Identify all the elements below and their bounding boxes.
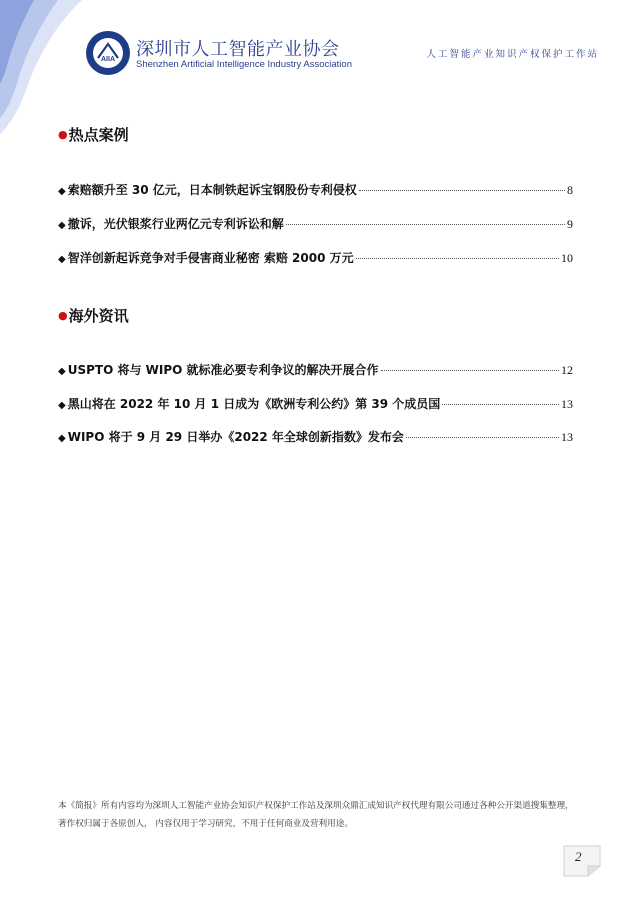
org-name-en: Shenzhen Artificial Intelligence Industry Association	[136, 59, 352, 70]
dot-leader	[381, 370, 559, 371]
toc-page-number: 12	[561, 363, 573, 377]
toc-entry[interactable]	[58, 395, 573, 412]
association-logo	[85, 30, 131, 76]
toc-entry-title: 智洋创新起诉竞争对手侵害商业秘密 索赔 2000 万元	[67, 251, 354, 265]
org-name-cn: 深圳市人工智能产业协会	[136, 39, 340, 60]
dot-leader	[406, 437, 559, 438]
station-name: 人工智能产业知识产权保护工作站	[426, 49, 599, 60]
dot-leader	[442, 404, 559, 405]
toc-page-number: 10	[561, 251, 573, 265]
bullet-dot-icon: ●	[58, 309, 68, 322]
toc-entry[interactable]	[58, 428, 573, 445]
diamond-bullet-icon: ◆	[58, 433, 66, 444]
toc-page-number: 13	[561, 430, 573, 444]
logo-text: AIIA	[101, 56, 115, 63]
toc-entry-title: 撤诉，光伏银浆行业两亿元专利诉讼和解	[67, 217, 284, 231]
dot-leader	[359, 190, 565, 191]
toc-entry[interactable]	[58, 361, 573, 378]
toc-entry-title: 索赔额升至 30 亿元，日本制铁起诉宝钢股份专利侵权	[67, 183, 357, 197]
toc-page-number: 8	[567, 183, 573, 197]
toc-page-number: 13	[561, 397, 573, 411]
diamond-bullet-icon: ◆	[58, 400, 66, 411]
section-title-hot-cases: ●热点案例	[58, 126, 129, 144]
page-corner-icon	[562, 844, 602, 878]
dot-leader	[286, 224, 565, 225]
toc-entry[interactable]	[58, 215, 573, 232]
diamond-bullet-icon: ◆	[58, 366, 66, 377]
footnote-disclaimer: 本《简报》所有内容均为深圳人工智能产业协会知识产权保护工作站及深圳众鼎汇成知识产权代理有限公司通过各种公开渠道搜集整理，著作权归属于各原创人， 内容仅用于学习研究，不用于任何商业及营利用途。	[58, 801, 574, 829]
toc-entry[interactable]	[58, 181, 573, 198]
diamond-bullet-icon: ◆	[58, 220, 66, 231]
toc-page-number: 9	[567, 217, 573, 231]
toc-entry[interactable]	[58, 249, 573, 266]
toc-entry-title: USPTO 将与 WIPO 就标准必要专利争议的解决开展合作	[67, 363, 379, 377]
section-title-overseas-news: ●海外资讯	[58, 307, 129, 325]
bullet-dot-icon: ●	[58, 128, 68, 141]
toc-entry-title: WIPO 将于 9 月 29 日举办《2022 年全球创新指数》发布会	[67, 430, 404, 444]
dot-leader	[356, 258, 559, 259]
page-number: 2	[575, 849, 582, 864]
diamond-bullet-icon: ◆	[58, 186, 66, 197]
toc-entry-title: 黑山将在 2022 年 10 月 1 日成为《欧洲专利公约》第 39 个成员国	[67, 397, 441, 411]
diamond-bullet-icon: ◆	[58, 254, 66, 265]
